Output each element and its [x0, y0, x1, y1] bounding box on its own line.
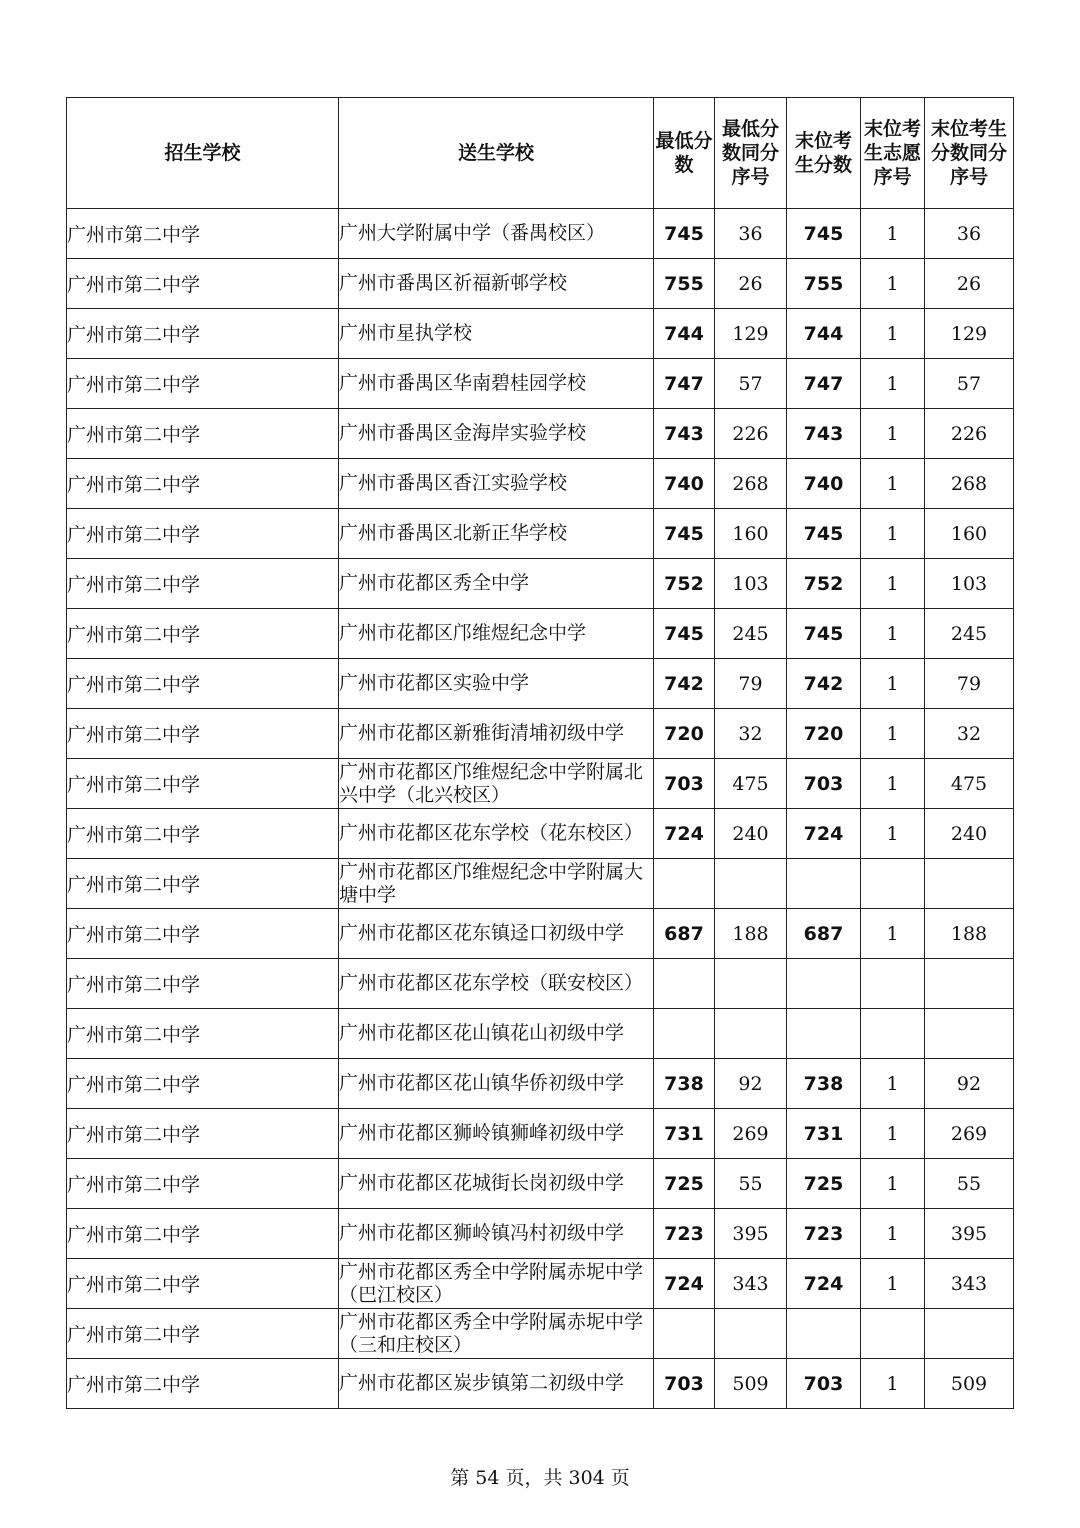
last-preference-cell: 1: [861, 809, 925, 859]
last-preference-cell: 1: [861, 509, 925, 559]
last-score-seq-cell: 79: [925, 659, 1014, 709]
min-score-cell: 743: [654, 409, 715, 459]
recv-school-cell: 广州市第二中学: [67, 209, 339, 259]
header-min-score-seq: 最低分数同分序号: [715, 98, 787, 209]
recv-school-cell: 广州市第二中学: [67, 1059, 339, 1109]
last-score-seq-cell: [925, 1009, 1014, 1059]
recv-school-cell: 广州市第二中学: [67, 309, 339, 359]
last-score-cell: 745: [787, 609, 861, 659]
table-row: [67, 1059, 1014, 1109]
min-score-cell: 687: [654, 909, 715, 959]
table-row: [67, 359, 1014, 409]
min-score-cell: 703: [654, 759, 715, 809]
recv-school-cell: 广州市第二中学: [67, 1259, 339, 1309]
recv-school-cell: 广州市第二中学: [67, 1359, 339, 1409]
last-preference-cell: 1: [861, 309, 925, 359]
last-score-seq-cell: 160: [925, 509, 1014, 559]
last-score-cell: 703: [787, 759, 861, 809]
recv-school-cell: 广州市第二中学: [67, 1109, 339, 1159]
last-score-seq-cell: 103: [925, 559, 1014, 609]
recv-school-cell: 广州市第二中学: [67, 1159, 339, 1209]
min-score-cell: 745: [654, 509, 715, 559]
last-score-cell: 745: [787, 209, 861, 259]
last-score-seq-cell: 395: [925, 1209, 1014, 1259]
min-score-seq-cell: 188: [715, 909, 787, 959]
min-score-cell: 740: [654, 459, 715, 509]
last-score-cell: 738: [787, 1059, 861, 1109]
min-score-seq-cell: 103: [715, 559, 787, 609]
min-score-seq-cell: 160: [715, 509, 787, 559]
recv-school-cell: 广州市第二中学: [67, 909, 339, 959]
last-preference-cell: 1: [861, 409, 925, 459]
min-score-cell: [654, 1009, 715, 1059]
last-score-seq-cell: [925, 859, 1014, 909]
min-score-cell: 731: [654, 1109, 715, 1159]
min-score-seq-cell: 475: [715, 759, 787, 809]
table-row: [67, 409, 1014, 459]
recv-school-cell: 广州市第二中学: [67, 1209, 339, 1259]
recv-school-cell: 广州市第二中学: [67, 859, 339, 909]
min-score-cell: 725: [654, 1159, 715, 1209]
last-score-seq-cell: 509: [925, 1359, 1014, 1409]
send-school-cell: 广州市花都区狮岭镇冯村初级中学: [339, 1209, 654, 1259]
last-preference-cell: [861, 1009, 925, 1059]
header-recv-school: 招生学校: [67, 98, 339, 209]
min-score-seq-cell: [715, 1009, 787, 1059]
recv-school-cell: 广州市第二中学: [67, 709, 339, 759]
table-row: [67, 809, 1014, 859]
min-score-seq-cell: [715, 959, 787, 1009]
min-score-seq-cell: 509: [715, 1359, 787, 1409]
send-school-cell: 广州市番禺区北新正华学校: [339, 509, 654, 559]
send-school-cell: 广州市番禺区香江实验学校: [339, 459, 654, 509]
last-preference-cell: 1: [861, 1059, 925, 1109]
last-score-cell: 742: [787, 659, 861, 709]
table-row: [67, 709, 1014, 759]
header-last-score-seq: 末位考生分数同分序号: [925, 98, 1014, 209]
page-footer: 第 54 页，共 304 页: [450, 1467, 630, 1489]
last-score-cell: [787, 959, 861, 1009]
last-preference-cell: 1: [861, 359, 925, 409]
last-score-seq-cell: 57: [925, 359, 1014, 409]
last-score-cell: 744: [787, 309, 861, 359]
last-score-cell: 725: [787, 1159, 861, 1209]
min-score-cell: 738: [654, 1059, 715, 1109]
min-score-cell: [654, 859, 715, 909]
min-score-seq-cell: [715, 1309, 787, 1359]
table-row: [67, 559, 1014, 609]
admissions-table: [66, 97, 1014, 1409]
send-school-cell: 广州市花都区花东镇迳口初级中学: [339, 909, 654, 959]
last-preference-cell: 1: [861, 1159, 925, 1209]
send-school-cell: 广州市花都区实验中学: [339, 659, 654, 709]
min-score-cell: 724: [654, 1259, 715, 1309]
min-score-seq-cell: 240: [715, 809, 787, 859]
last-score-cell: [787, 859, 861, 909]
table-row: [67, 659, 1014, 709]
last-score-seq-cell: 26: [925, 259, 1014, 309]
table-row: [67, 1159, 1014, 1209]
send-school-cell: 广州市花都区狮岭镇狮峰初级中学: [339, 1109, 654, 1159]
last-preference-cell: 1: [861, 909, 925, 959]
send-school-cell: 广州市花都区花东学校（联安校区）: [339, 959, 654, 1009]
last-score-cell: 743: [787, 409, 861, 459]
last-score-cell: 755: [787, 259, 861, 309]
last-score-cell: 747: [787, 359, 861, 409]
last-score-cell: 703: [787, 1359, 861, 1409]
recv-school-cell: 广州市第二中学: [67, 509, 339, 559]
last-preference-cell: 1: [861, 759, 925, 809]
last-preference-cell: [861, 859, 925, 909]
table-row: [67, 909, 1014, 959]
min-score-cell: [654, 959, 715, 1009]
table-row: [67, 1359, 1014, 1409]
send-school-cell: 广州市番禺区祈福新邨学校: [339, 259, 654, 309]
recv-school-cell: 广州市第二中学: [67, 609, 339, 659]
min-score-seq-cell: 55: [715, 1159, 787, 1209]
send-school-cell: 广州市星执学校: [339, 309, 654, 359]
last-score-cell: 720: [787, 709, 861, 759]
last-score-cell: 731: [787, 1109, 861, 1159]
last-preference-cell: 1: [861, 1209, 925, 1259]
last-score-seq-cell: 32: [925, 709, 1014, 759]
min-score-seq-cell: 57: [715, 359, 787, 409]
min-score-seq-cell: 269: [715, 1109, 787, 1159]
send-school-cell: 广州市花都区花山镇花山初级中学: [339, 1009, 654, 1059]
last-preference-cell: 1: [861, 1109, 925, 1159]
table-row: [67, 209, 1014, 259]
min-score-cell: 752: [654, 559, 715, 609]
table-row: [67, 459, 1014, 509]
table-row: [67, 509, 1014, 559]
table-row: [67, 959, 1014, 1009]
min-score-seq-cell: 343: [715, 1259, 787, 1309]
table-row: [67, 1259, 1014, 1309]
table-row: [67, 859, 1014, 909]
last-preference-cell: 1: [861, 1259, 925, 1309]
min-score-seq-cell: 36: [715, 209, 787, 259]
send-school-cell: 广州市花都区邝维煜纪念中学: [339, 609, 654, 659]
send-school-cell: 广州市花都区新雅街清埔初级中学: [339, 709, 654, 759]
min-score-cell: 703: [654, 1359, 715, 1409]
min-score-cell: 742: [654, 659, 715, 709]
last-score-cell: 745: [787, 509, 861, 559]
last-score-cell: 687: [787, 909, 861, 959]
send-school-cell: 广州市花都区秀全中学附属赤坭中学（三和庄校区）: [339, 1309, 654, 1359]
min-score-seq-cell: 92: [715, 1059, 787, 1109]
last-score-cell: [787, 1009, 861, 1059]
min-score-seq-cell: [715, 859, 787, 909]
last-score-cell: 723: [787, 1209, 861, 1259]
min-score-cell: 724: [654, 809, 715, 859]
table-row: [67, 259, 1014, 309]
last-preference-cell: 1: [861, 659, 925, 709]
table-row: [67, 1009, 1014, 1059]
header-min-score: 最低分数: [654, 98, 715, 209]
send-school-cell: 广州市花都区花山镇华侨初级中学: [339, 1059, 654, 1109]
table-body: [67, 209, 1014, 1409]
last-score-seq-cell: 92: [925, 1059, 1014, 1109]
last-preference-cell: 1: [861, 559, 925, 609]
min-score-cell: 745: [654, 609, 715, 659]
min-score-seq-cell: 245: [715, 609, 787, 659]
min-score-seq-cell: 226: [715, 409, 787, 459]
min-score-seq-cell: 268: [715, 459, 787, 509]
min-score-cell: 745: [654, 209, 715, 259]
header-send-school: 送生学校: [339, 98, 654, 209]
last-score-seq-cell: 475: [925, 759, 1014, 809]
last-score-seq-cell: 188: [925, 909, 1014, 959]
last-score-cell: 752: [787, 559, 861, 609]
last-preference-cell: 1: [861, 709, 925, 759]
last-score-seq-cell: 343: [925, 1259, 1014, 1309]
min-score-cell: [654, 1309, 715, 1359]
recv-school-cell: 广州市第二中学: [67, 459, 339, 509]
send-school-cell: 广州市花都区邝维煜纪念中学附属北兴中学（北兴校区）: [339, 759, 654, 809]
recv-school-cell: 广州市第二中学: [67, 759, 339, 809]
table-row: [67, 759, 1014, 809]
last-preference-cell: 1: [861, 1359, 925, 1409]
last-preference-cell: 1: [861, 609, 925, 659]
header-last-score: 末位考生分数: [787, 98, 861, 209]
last-score-cell: 724: [787, 809, 861, 859]
header-last-preference: 末位考生志愿序号: [861, 98, 925, 209]
send-school-cell: 广州市花都区花东学校（花东校区）: [339, 809, 654, 859]
table-row: [67, 1309, 1014, 1359]
last-score-seq-cell: 55: [925, 1159, 1014, 1209]
table-row: [67, 1109, 1014, 1159]
send-school-cell: 广州市花都区花城街长岗初级中学: [339, 1159, 654, 1209]
send-school-cell: 广州市花都区秀全中学附属赤坭中学（巴江校区）: [339, 1259, 654, 1309]
min-score-cell: 755: [654, 259, 715, 309]
min-score-cell: 723: [654, 1209, 715, 1259]
last-score-seq-cell: [925, 1309, 1014, 1359]
last-score-seq-cell: [925, 959, 1014, 1009]
recv-school-cell: 广州市第二中学: [67, 559, 339, 609]
recv-school-cell: 广州市第二中学: [67, 1009, 339, 1059]
recv-school-cell: 广州市第二中学: [67, 259, 339, 309]
last-score-seq-cell: 240: [925, 809, 1014, 859]
min-score-seq-cell: 26: [715, 259, 787, 309]
send-school-cell: 广州市花都区秀全中学: [339, 559, 654, 609]
last-score-seq-cell: 129: [925, 309, 1014, 359]
last-score-seq-cell: 268: [925, 459, 1014, 509]
table-row: [67, 309, 1014, 359]
recv-school-cell: 广州市第二中学: [67, 409, 339, 459]
min-score-cell: 744: [654, 309, 715, 359]
min-score-cell: 747: [654, 359, 715, 409]
last-score-seq-cell: 226: [925, 409, 1014, 459]
table-row: [67, 609, 1014, 659]
min-score-seq-cell: 79: [715, 659, 787, 709]
recv-school-cell: 广州市第二中学: [67, 959, 339, 1009]
last-score-seq-cell: 36: [925, 209, 1014, 259]
last-preference-cell: 1: [861, 209, 925, 259]
last-score-cell: 724: [787, 1259, 861, 1309]
min-score-seq-cell: 32: [715, 709, 787, 759]
min-score-seq-cell: 395: [715, 1209, 787, 1259]
last-preference-cell: [861, 959, 925, 1009]
table-row: [67, 1209, 1014, 1259]
last-score-seq-cell: 245: [925, 609, 1014, 659]
table-header-row: [67, 98, 1014, 209]
send-school-cell: 广州大学附属中学（番禺校区）: [339, 209, 654, 259]
recv-school-cell: 广州市第二中学: [67, 359, 339, 409]
last-score-seq-cell: 269: [925, 1109, 1014, 1159]
send-school-cell: 广州市花都区炭步镇第二初级中学: [339, 1359, 654, 1409]
min-score-cell: 720: [654, 709, 715, 759]
last-preference-cell: [861, 1309, 925, 1359]
send-school-cell: 广州市番禺区华南碧桂园学校: [339, 359, 654, 409]
recv-school-cell: 广州市第二中学: [67, 659, 339, 709]
last-preference-cell: 1: [861, 459, 925, 509]
last-score-cell: [787, 1309, 861, 1359]
last-score-cell: 740: [787, 459, 861, 509]
send-school-cell: 广州市花都区邝维煜纪念中学附属大塘中学: [339, 859, 654, 909]
recv-school-cell: 广州市第二中学: [67, 809, 339, 859]
send-school-cell: 广州市番禺区金海岸实验学校: [339, 409, 654, 459]
recv-school-cell: 广州市第二中学: [67, 1309, 339, 1359]
last-preference-cell: 1: [861, 259, 925, 309]
min-score-seq-cell: 129: [715, 309, 787, 359]
